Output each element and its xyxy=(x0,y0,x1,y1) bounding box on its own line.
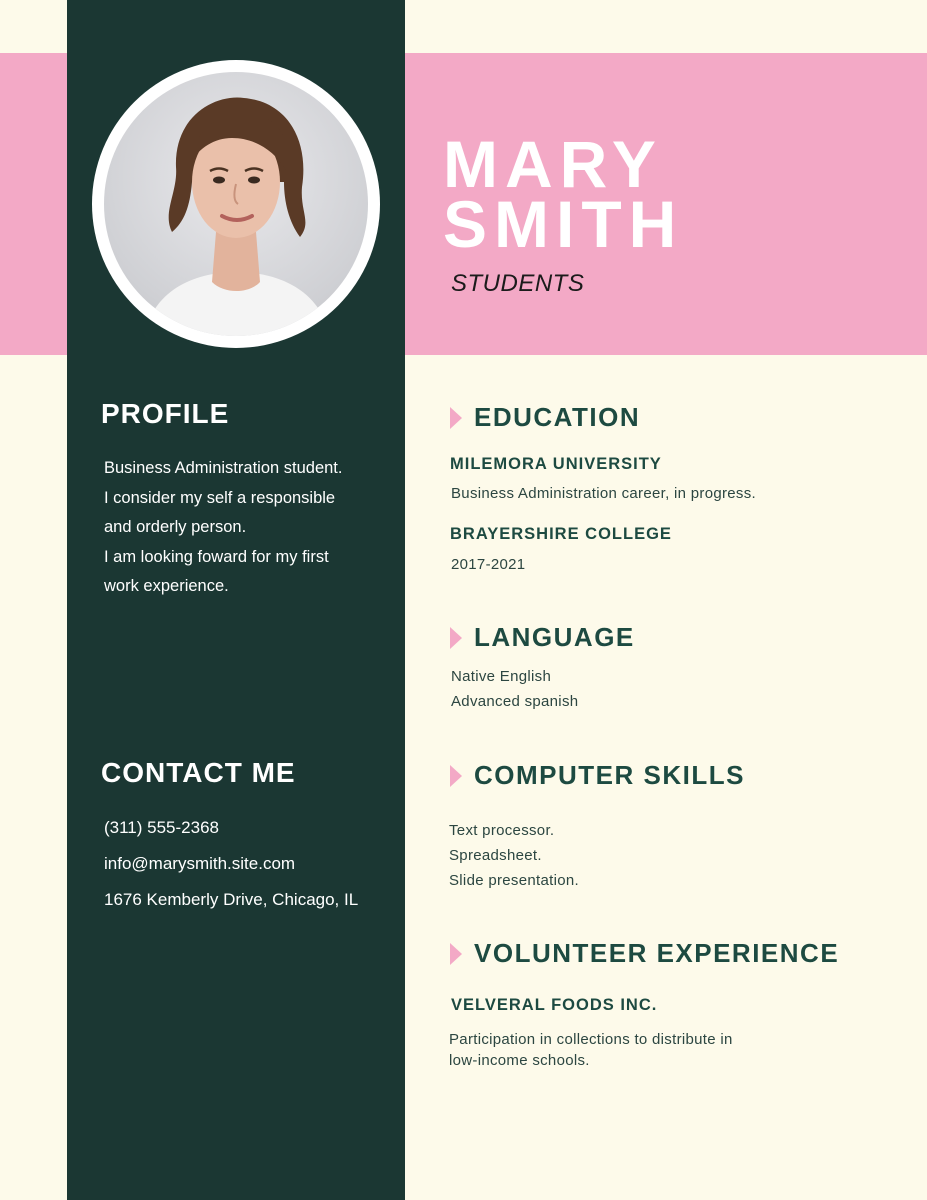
volunteer-section-header xyxy=(450,938,839,969)
computer-skills-heading: COMPUTER SKILLS xyxy=(474,760,745,790)
education-section-header xyxy=(450,402,640,433)
contact-heading: CONTACT ME xyxy=(101,757,296,788)
role-title: STUDENTS xyxy=(451,270,585,297)
education-school: BRAYERSHIRE COLLEGE xyxy=(450,525,672,543)
language-item: Advanced spanish xyxy=(451,693,579,710)
profile-line: Business Administration student. xyxy=(104,459,343,477)
language-item: Native English xyxy=(451,668,552,685)
last-name: SMITH xyxy=(443,187,684,261)
profile-line: I am looking foward for my first xyxy=(104,547,329,566)
contact-address: 1676 Kemberly Drive, Chicago, IL xyxy=(104,890,359,909)
portrait-illustration xyxy=(104,72,368,336)
triangle-bullet-icon xyxy=(450,765,462,787)
language-heading: LANGUAGE xyxy=(474,622,635,652)
contact-email: info@marysmith.site.com xyxy=(104,854,296,873)
triangle-bullet-icon xyxy=(450,943,462,965)
full-name xyxy=(443,127,684,261)
education-heading: EDUCATION xyxy=(474,402,641,432)
profile-heading: PROFILE xyxy=(101,398,230,429)
volunteer-line: Participation in collections to distribute in xyxy=(449,1031,733,1048)
language-section-header xyxy=(450,622,635,653)
skill-item: Spreadsheet. xyxy=(449,847,542,864)
education-detail: Business Administration career, in progress. xyxy=(451,485,757,502)
first-name: MARY xyxy=(443,127,663,201)
profile-text xyxy=(104,454,384,602)
education-detail: 2017-2021 xyxy=(451,556,526,573)
profile-line: I consider my self a responsible xyxy=(104,488,336,507)
volunteer-heading: VOLUNTEER EXPERIENCE xyxy=(474,938,840,968)
volunteer-line: low-income schools. xyxy=(449,1052,590,1069)
triangle-bullet-icon xyxy=(450,627,462,649)
skill-item: Slide presentation. xyxy=(449,872,579,889)
skill-item: Text processor. xyxy=(449,822,555,839)
profile-photo xyxy=(104,72,368,336)
contact-phone: (311) 555-2368 xyxy=(104,818,219,837)
profile-line: work experience. xyxy=(104,577,229,595)
education-school: MILEMORA UNIVERSITY xyxy=(450,455,662,473)
profile-photo-frame xyxy=(92,60,380,348)
volunteer-org: VELVERAL FOODS INC. xyxy=(451,996,658,1014)
triangle-bullet-icon xyxy=(450,407,462,429)
profile-line: and orderly person. xyxy=(104,518,247,536)
computer-skills-section-header xyxy=(450,760,745,791)
